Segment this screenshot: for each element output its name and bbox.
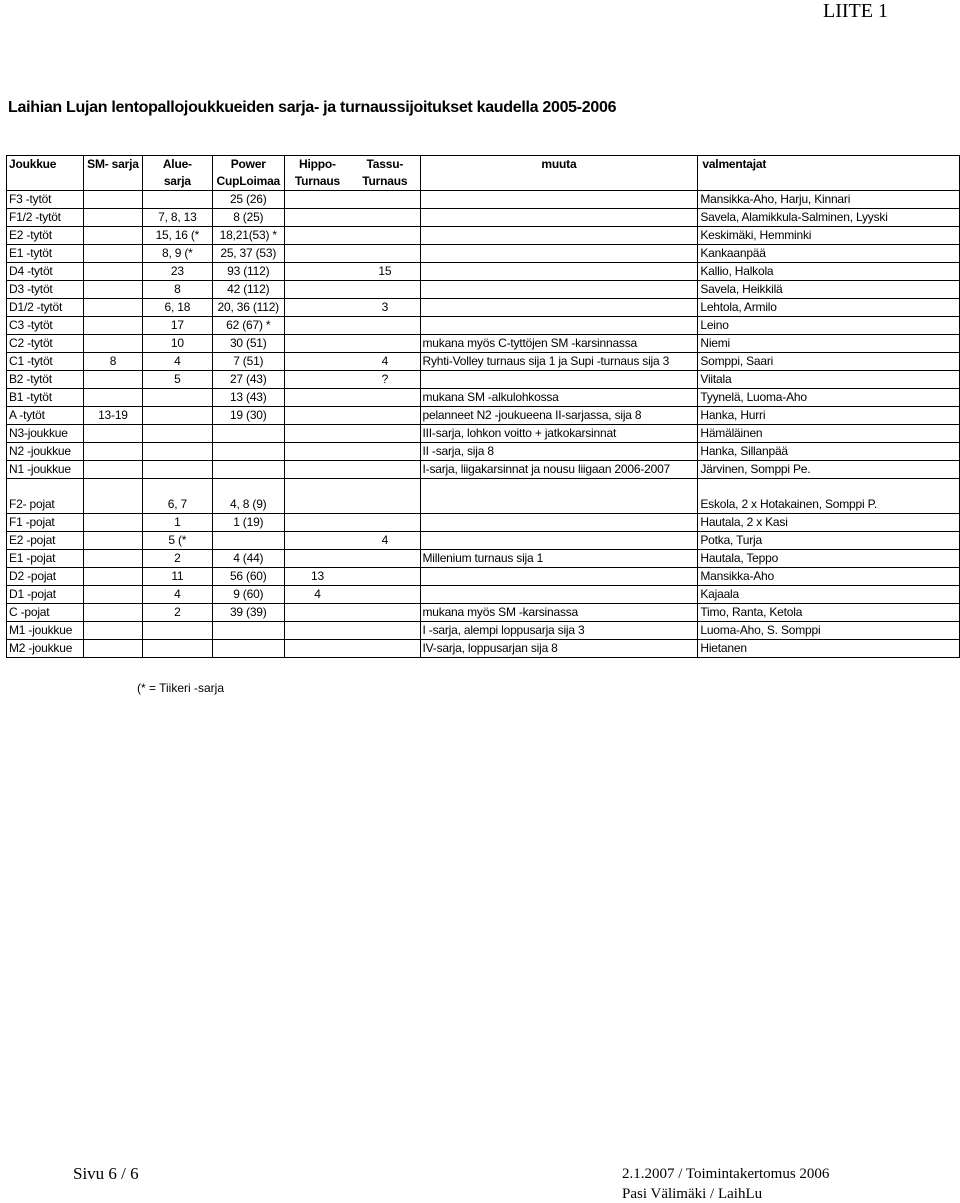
- table-cell: [212, 532, 284, 550]
- table-cell: Järvinen, Somppi Pe.: [698, 461, 960, 479]
- table-cell: [284, 514, 350, 532]
- table-cell: Power: [212, 156, 284, 174]
- table-cell: [212, 640, 284, 658]
- table-cell: ?: [350, 371, 420, 389]
- table-cell: [212, 425, 284, 443]
- table-cell: 9 (60): [212, 586, 284, 604]
- table-row: [7, 245, 960, 263]
- table-cell: [142, 191, 212, 209]
- table-cell: Tyynelä, Luoma-Aho: [698, 389, 960, 407]
- table-row: [7, 389, 960, 407]
- table-cell: [420, 514, 698, 532]
- table-cell: [284, 209, 350, 227]
- table-cell: Tassu-: [350, 156, 420, 174]
- table-cell: Ryhti-Volley turnaus sija 1 ja Supi -turnaus sija 3: [420, 353, 698, 371]
- table-cell: I -sarja, alempi loppusarja sija 3: [420, 622, 698, 640]
- table-row: [7, 281, 960, 299]
- table-cell: 17: [142, 317, 212, 335]
- table-cell: Timo, Ranta, Ketola: [698, 604, 960, 622]
- table-cell: E1 -pojat: [7, 550, 84, 568]
- table-cell: Joukkue: [7, 156, 84, 174]
- table-cell: [7, 479, 84, 497]
- table-cell: [350, 317, 420, 335]
- table-cell: 5 (*: [142, 532, 212, 550]
- table-row: [7, 335, 960, 353]
- table-cell: C3 -tytöt: [7, 317, 84, 335]
- table-row: [7, 209, 960, 227]
- table-cell: [284, 622, 350, 640]
- table-row: [7, 407, 960, 425]
- table-cell: D4 -tytöt: [7, 263, 84, 281]
- table-cell: Hanka, Hurri: [698, 407, 960, 425]
- table-cell: [83, 604, 142, 622]
- table-cell: [350, 227, 420, 245]
- table-cell: [7, 173, 84, 191]
- table-cell: F3 -tytöt: [7, 191, 84, 209]
- table-cell: [83, 227, 142, 245]
- table-cell: Kallio, Halkola: [698, 263, 960, 281]
- table-row: [7, 299, 960, 317]
- table-cell: [284, 407, 350, 425]
- table-cell: 6, 7: [142, 496, 212, 514]
- table-cell: mukana myös SM -karsinassa: [420, 604, 698, 622]
- table-cell: 62 (67) *: [212, 317, 284, 335]
- table-cell: 25 (26): [212, 191, 284, 209]
- table-cell: [350, 335, 420, 353]
- table-row: [7, 461, 960, 479]
- footer-author: Pasi Välimäki / LaihLu: [622, 1186, 763, 1202]
- table-cell: [83, 371, 142, 389]
- table-cell: [83, 550, 142, 568]
- table-cell: N1 -joukkue: [7, 461, 84, 479]
- table-cell: E2 -tytöt: [7, 227, 84, 245]
- table-cell: [350, 604, 420, 622]
- table-cell: [284, 227, 350, 245]
- table-cell: valmentajat: [698, 156, 960, 174]
- table-cell: [284, 371, 350, 389]
- table-cell: [83, 317, 142, 335]
- table-cell: [83, 389, 142, 407]
- table-cell: Viitala: [698, 371, 960, 389]
- table-cell: [350, 443, 420, 461]
- table-cell: 15: [350, 263, 420, 281]
- table-cell: Keskimäki, Hemminki: [698, 227, 960, 245]
- table-cell: Hautala, Teppo: [698, 550, 960, 568]
- table-cell: 19 (30): [212, 407, 284, 425]
- table-cell: 4: [284, 586, 350, 604]
- table-cell: F2- pojat: [7, 496, 84, 514]
- results-table: [6, 155, 960, 658]
- table-row: [7, 622, 960, 640]
- table-cell: N3-joukkue: [7, 425, 84, 443]
- table-cell: 2: [142, 550, 212, 568]
- table-cell: 42 (112): [212, 281, 284, 299]
- table-cell: 8 (25): [212, 209, 284, 227]
- table-cell: [284, 461, 350, 479]
- table-cell: [83, 568, 142, 586]
- table-cell: Alue-: [142, 156, 212, 174]
- table-cell: [142, 425, 212, 443]
- table-cell: 8: [83, 353, 142, 371]
- table-cell: Millenium turnaus sija 1: [420, 550, 698, 568]
- table-row: [7, 496, 960, 514]
- table-cell: Hietanen: [698, 640, 960, 658]
- table-cell: [420, 568, 698, 586]
- table-cell: [142, 479, 212, 497]
- table-cell: [284, 550, 350, 568]
- table-cell: N2 -joukkue: [7, 443, 84, 461]
- table-cell: [142, 461, 212, 479]
- table-cell: F1/2 -tytöt: [7, 209, 84, 227]
- table-cell: SM- sarja: [83, 156, 142, 174]
- table-cell: [350, 640, 420, 658]
- table-cell: [284, 389, 350, 407]
- footer-date: 2.1.2007 / Toimintakertomus 2006: [622, 1166, 830, 1182]
- header-row: [7, 173, 960, 191]
- table-cell: 2: [142, 604, 212, 622]
- table-cell: Turnaus: [350, 173, 420, 191]
- table-cell: II -sarja, sija 8: [420, 443, 698, 461]
- table-cell: Niemi: [698, 335, 960, 353]
- table-row: [7, 550, 960, 568]
- table-cell: [83, 191, 142, 209]
- table-cell: [284, 604, 350, 622]
- table-cell: pelanneet N2 -joukueena II-sarjassa, sija 8: [420, 407, 698, 425]
- table-cell: [350, 514, 420, 532]
- table-cell: [83, 443, 142, 461]
- table-row: [7, 191, 960, 209]
- table-cell: F1 -pojat: [7, 514, 84, 532]
- table-cell: Savela, Heikkilä: [698, 281, 960, 299]
- table-cell: [83, 586, 142, 604]
- table-cell: [284, 443, 350, 461]
- table-cell: 13 (43): [212, 389, 284, 407]
- table-cell: [420, 209, 698, 227]
- table-cell: [83, 245, 142, 263]
- table-cell: [284, 299, 350, 317]
- table-cell: III-sarja, lohkon voitto + jatkokarsinnat: [420, 425, 698, 443]
- table-cell: E2 -pojat: [7, 532, 84, 550]
- table-cell: Leino: [698, 317, 960, 335]
- table-cell: [142, 622, 212, 640]
- table-cell: [212, 479, 284, 497]
- table-cell: 7, 8, 13: [142, 209, 212, 227]
- page-title: Laihian Lujan lentopallojoukkueiden sarja- ja turnaussijoitukset kaudella 2005-2006: [8, 99, 617, 116]
- table-cell: 4: [142, 586, 212, 604]
- table-cell: mukana myös C-tyttöjen SM -karsinnassa: [420, 335, 698, 353]
- table-cell: [420, 299, 698, 317]
- table-cell: A -tytöt: [7, 407, 84, 425]
- table-cell: [698, 173, 960, 191]
- table-cell: [284, 191, 350, 209]
- table-row: [7, 317, 960, 335]
- table-cell: [350, 479, 420, 497]
- table-cell: [350, 209, 420, 227]
- table-cell: [284, 335, 350, 353]
- table-cell: B1 -tytöt: [7, 389, 84, 407]
- table-cell: CupLoimaa: [212, 173, 284, 191]
- table-row: [7, 514, 960, 532]
- table-cell: Luoma-Aho, S. Somppi: [698, 622, 960, 640]
- table-cell: 39 (39): [212, 604, 284, 622]
- table-cell: [83, 299, 142, 317]
- table-cell: Mansikka-Aho, Harju, Kinnari: [698, 191, 960, 209]
- table-cell: [83, 335, 142, 353]
- table-cell: [350, 425, 420, 443]
- table-cell: 4: [350, 532, 420, 550]
- table-cell: [284, 281, 350, 299]
- table-cell: [284, 263, 350, 281]
- table-cell: 7 (51): [212, 353, 284, 371]
- table-cell: [83, 461, 142, 479]
- table-cell: [350, 586, 420, 604]
- table-cell: D1/2 -tytöt: [7, 299, 84, 317]
- table-cell: [420, 371, 698, 389]
- table-cell: mukana SM -alkulohkossa: [420, 389, 698, 407]
- table-cell: [284, 353, 350, 371]
- table-cell: 4: [142, 353, 212, 371]
- table-cell: [420, 317, 698, 335]
- table-cell: [350, 622, 420, 640]
- table-cell: B2 -tytöt: [7, 371, 84, 389]
- table-cell: [350, 389, 420, 407]
- table-cell: [350, 245, 420, 263]
- table-row: [7, 604, 960, 622]
- table-cell: [284, 479, 350, 497]
- table-cell: [83, 425, 142, 443]
- table-cell: [284, 317, 350, 335]
- table-cell: D2 -pojat: [7, 568, 84, 586]
- table-cell: [420, 532, 698, 550]
- table-cell: Mansikka-Aho: [698, 568, 960, 586]
- table-cell: C2 -tytöt: [7, 335, 84, 353]
- table-cell: 1: [142, 514, 212, 532]
- table-cell: 3: [350, 299, 420, 317]
- table-cell: [83, 173, 142, 191]
- table-cell: 15, 16 (*: [142, 227, 212, 245]
- table-cell: [284, 640, 350, 658]
- table-cell: 13-19: [83, 407, 142, 425]
- table-cell: sarja: [142, 173, 212, 191]
- table-cell: E1 -tytöt: [7, 245, 84, 263]
- table-cell: [350, 191, 420, 209]
- table-row: [7, 425, 960, 443]
- table-cell: Lehtola, Armilo: [698, 299, 960, 317]
- table-cell: Hanka, Sillanpää: [698, 443, 960, 461]
- table-cell: [350, 281, 420, 299]
- table-cell: 4 (44): [212, 550, 284, 568]
- table-cell: [142, 407, 212, 425]
- table-cell: [212, 461, 284, 479]
- table-cell: [284, 245, 350, 263]
- table-row: [7, 443, 960, 461]
- table-cell: [83, 209, 142, 227]
- table-cell: [420, 245, 698, 263]
- table-row: [7, 263, 960, 281]
- table-cell: Hippo-: [284, 156, 350, 174]
- table-cell: [420, 191, 698, 209]
- table-cell: [420, 227, 698, 245]
- table-cell: IV-sarja, loppusarjan sija 8: [420, 640, 698, 658]
- table-cell: [212, 622, 284, 640]
- table-cell: muuta: [420, 156, 698, 174]
- table-cell: [142, 443, 212, 461]
- table-cell: Savela, Alamikkula-Salminen, Lyyski: [698, 209, 960, 227]
- table-cell: Hämäläinen: [698, 425, 960, 443]
- table-cell: C -pojat: [7, 604, 84, 622]
- table-cell: I-sarja, liigakarsinnat ja nousu liigaan 2006-2007: [420, 461, 698, 479]
- table-cell: [420, 263, 698, 281]
- table-cell: 8, 9 (*: [142, 245, 212, 263]
- table-cell: 18,21(53) *: [212, 227, 284, 245]
- table-cell: [83, 263, 142, 281]
- table-cell: Kajaala: [698, 586, 960, 604]
- table-cell: 11: [142, 568, 212, 586]
- table-cell: [420, 496, 698, 514]
- table-cell: 13: [284, 568, 350, 586]
- table-cell: Kankaanpää: [698, 245, 960, 263]
- table-cell: Turnaus: [284, 173, 350, 191]
- table-cell: 4, 8 (9): [212, 496, 284, 514]
- table-cell: [83, 622, 142, 640]
- table-cell: [420, 479, 698, 497]
- table-row: [7, 371, 960, 389]
- table-cell: 20, 36 (112): [212, 299, 284, 317]
- table-cell: [83, 281, 142, 299]
- table-cell: 6, 18: [142, 299, 212, 317]
- table-cell: [420, 586, 698, 604]
- table-cell: [142, 640, 212, 658]
- table-cell: [698, 479, 960, 497]
- table-cell: [212, 443, 284, 461]
- table-row: [7, 568, 960, 586]
- table-cell: 8: [142, 281, 212, 299]
- table-cell: D1 -pojat: [7, 586, 84, 604]
- table-cell: [350, 550, 420, 568]
- table-cell: 27 (43): [212, 371, 284, 389]
- table-cell: Hautala, 2 x Kasi: [698, 514, 960, 532]
- table-row: [7, 532, 960, 550]
- table-cell: 25, 37 (53): [212, 245, 284, 263]
- table-cell: [350, 407, 420, 425]
- table-row: [7, 640, 960, 658]
- table-cell: [420, 173, 698, 191]
- table-cell: [83, 640, 142, 658]
- spacer-row: [7, 479, 960, 497]
- table-cell: [350, 461, 420, 479]
- table-cell: Somppi, Saari: [698, 353, 960, 371]
- table-cell: [350, 568, 420, 586]
- table-cell: 93 (112): [212, 263, 284, 281]
- table-row: [7, 353, 960, 371]
- table-cell: [350, 496, 420, 514]
- table-cell: D3 -tytöt: [7, 281, 84, 299]
- page-number: Sivu 6 / 6: [73, 1164, 139, 1183]
- table-cell: [284, 532, 350, 550]
- table-cell: 5: [142, 371, 212, 389]
- table-cell: 1 (19): [212, 514, 284, 532]
- table-cell: 4: [350, 353, 420, 371]
- table-cell: [83, 532, 142, 550]
- footnote: (* = Tiikeri -sarja: [137, 681, 225, 695]
- table-cell: 30 (51): [212, 335, 284, 353]
- table-cell: 56 (60): [212, 568, 284, 586]
- table-cell: 23: [142, 263, 212, 281]
- table-cell: [83, 479, 142, 497]
- table-row: [7, 586, 960, 604]
- table-cell: [420, 281, 698, 299]
- table-cell: 10: [142, 335, 212, 353]
- table-cell: [142, 389, 212, 407]
- table-cell: M1 -joukkue: [7, 622, 84, 640]
- table-cell: [83, 514, 142, 532]
- table-cell: M2 -joukkue: [7, 640, 84, 658]
- table-row: [7, 227, 960, 245]
- header-row: [7, 156, 960, 174]
- table-cell: [284, 496, 350, 514]
- appendix-label: LIITE 1: [823, 0, 888, 22]
- table-cell: Potka, Turja: [698, 532, 960, 550]
- table-cell: [284, 425, 350, 443]
- table-cell: Eskola, 2 x Hotakainen, Somppi P.: [698, 496, 960, 514]
- table-cell: [83, 496, 142, 514]
- table-cell: C1 -tytöt: [7, 353, 84, 371]
